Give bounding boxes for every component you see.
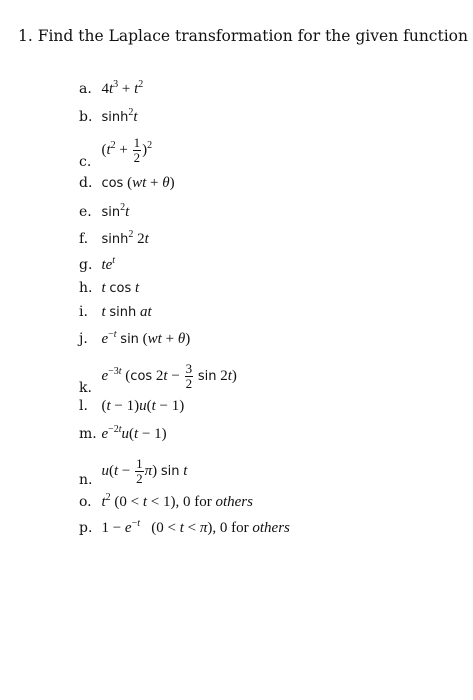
item-n [79,456,188,494]
item-expression: $e^{-3t}$ (cos 2t − $\frac{3}{2}$ sin 2t) [101,361,237,391]
item-expression: t sinh at [101,304,152,320]
fraction: $\frac{1}{2}$ [133,135,141,165]
item-expression: (t − 1)u(t − 1) [101,398,185,414]
item-expression: $\sin^2t$ [101,202,130,220]
item-expression: u(t − $\frac{1}{2}$ π) sin t [101,456,188,486]
item-label: n. [79,471,93,488]
item-label: k. [79,379,92,396]
item-expression: $\sinh^2 2t$ [101,229,149,247]
item-expression: $e^{-t}$ sin (wt + θ) [101,329,191,347]
item-expression: $t^2$ (0 < t < 1), 0 for others [101,492,253,510]
item-label: p. [79,520,93,536]
item-label: h. [79,280,93,296]
item-expression: t cos t [101,280,140,296]
item-expression: ($t^2$ + $\frac{1}{2}$ )$^2$ [101,135,153,165]
item-label: b. [79,109,93,125]
item-label: o. [79,494,92,510]
item-f [79,230,149,247]
item-a [79,80,143,97]
item-l [79,399,184,414]
item-label: e. [79,204,92,220]
item-expression: $1 - e^{-t}$ (0 < t < π), 0 for others [101,518,290,536]
item-expression: $e^{-2t}u(t - 1)$ [101,424,167,442]
item-g [79,256,115,273]
item-expression: $4t^3 + t^2$ [101,79,144,97]
item-label: c. [79,153,92,170]
item-m [79,425,167,442]
fraction: $\frac{3}{2}$ [185,361,193,391]
item-o [79,493,253,510]
item-expression: $\sinh^2t$ [101,107,138,125]
item-label: f. [79,231,89,247]
fraction: $\frac{1}{2}$ [136,456,143,486]
item-b [79,108,138,125]
item-label: j. [79,331,88,347]
item-j [79,330,190,347]
problem-heading: 1. Find the Laplace transformation for the given function [18,27,468,45]
item-p [79,519,290,536]
item-i [79,305,152,320]
item-c [79,135,153,176]
item-label: g. [79,257,93,273]
item-d [79,176,175,191]
item-label: a. [79,81,92,97]
item-label: d. [79,175,93,191]
item-expression: cos (wt + θ) [101,175,175,191]
item-label: i. [79,304,88,320]
item-label: l. [79,398,88,414]
item-label: m. [79,426,97,442]
item-e [79,203,129,220]
item-h [79,281,139,296]
item-expression: $te^t$ [101,255,116,273]
